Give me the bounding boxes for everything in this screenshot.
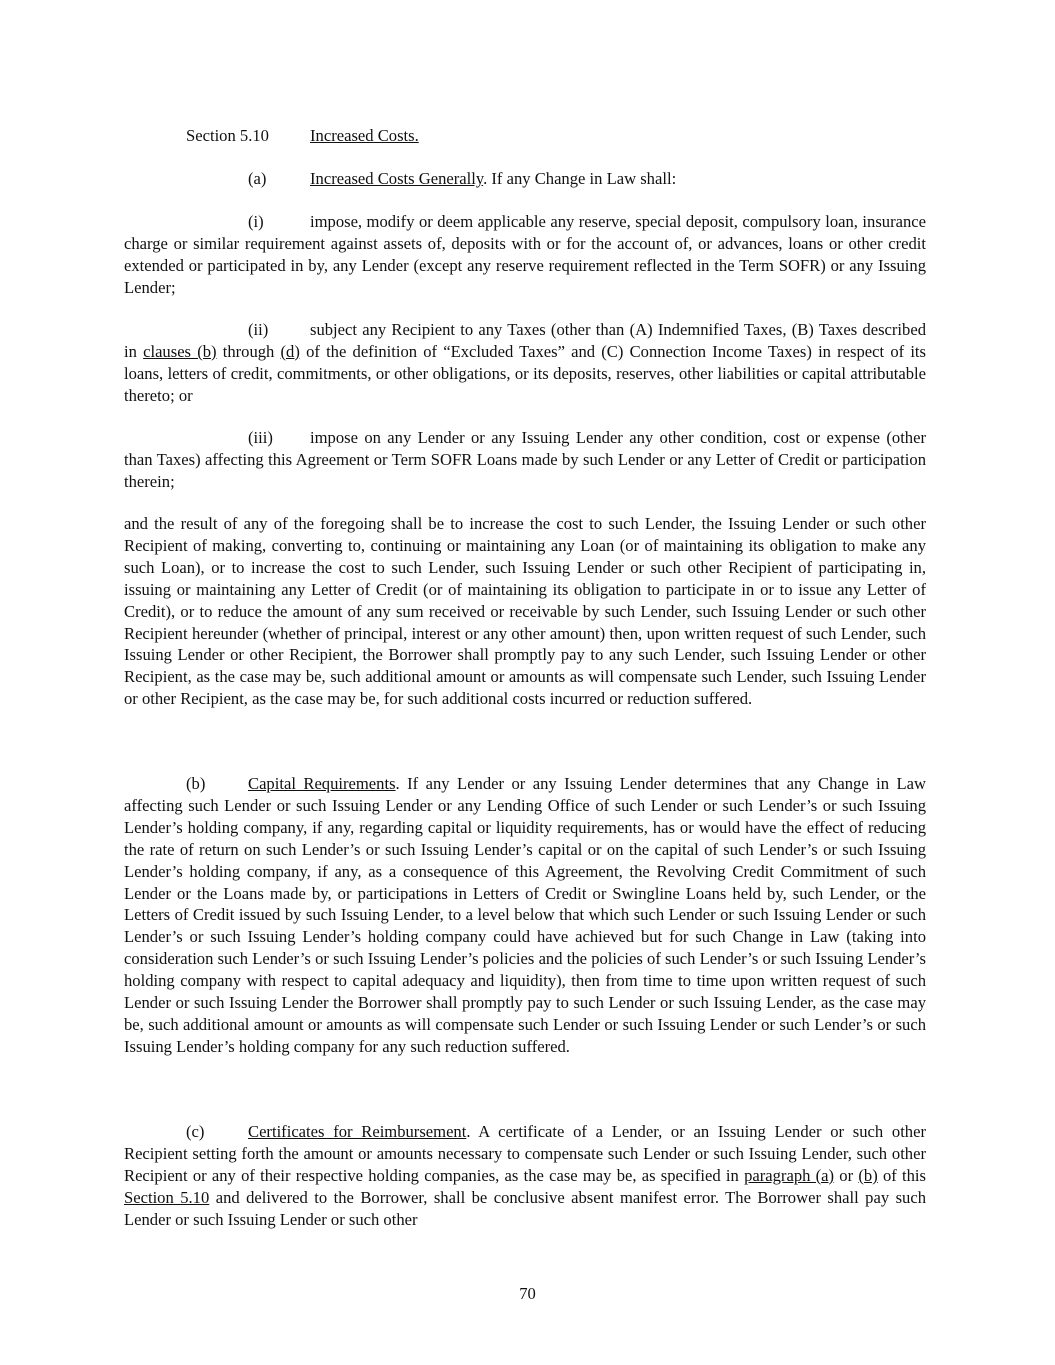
clause-iii — [124, 427, 926, 493]
clause-iii-label: (iii) — [248, 428, 273, 447]
paragraph-a-text: . If any Change in Law shall: — [483, 169, 677, 188]
paragraph-b-label: (b) — [186, 774, 206, 793]
paragraph-b-text: . If any Lender or any Issuing Lender determines that any Change in Law affecting such Lender or such Issuing Lender or any Lending Office of such Lender or such Lender’s or such Issuing Lender’s holding company, if any, regarding capital or liquidity requirements, has or would have the effect of reducing the rate of return on such Lender’s or such Issuing Lender’s capital or on the capital of such Lender’s or such Issuing Lender’s holding company, if any, as a consequence of this Agreement, the Revolving Credit Commitment of such Lender or the Loans made by, or participations in Letters of Credit or Swingline Loans held by, such Lender, or the Letters of Credit issued by such Issuing Lender, to a level below that which such Lender or such Issuing Lender or such Lender’s or such Issuing Lender’s holding company could have achieved but for such Change in Law (taking into consideration such Lender’s or such Issuing Lender’s policies and the policies of such Lender’s or such Issuing Lender’s holding company with respect to capital adequacy and liquidity), then from time to time upon written request of such Lender or such Issuing Lender the Borrower shall promptly pay to such Lender or such Issuing Lender, as the case may be, such additional amount or amounts as will compensate such Lender or such Issuing Lender or such Lender’s or such Issuing Lender’s holding company for any such reduction suffered. — [124, 774, 926, 1056]
paragraph-c-text-3: of this — [877, 1165, 927, 1185]
section-title: Increased Costs. — [310, 126, 419, 145]
clause-ii-text-2: through — [216, 341, 281, 361]
clause-ii-reference-d: (d) — [280, 341, 300, 361]
clause-ii-label: (ii) — [248, 320, 269, 339]
paragraph-a-heading — [248, 168, 676, 190]
paragraph-c-label: (c) — [186, 1122, 205, 1141]
paragraph-c-text-1: . A certificate of a Lender, or an Issuing Lender or such other Recipient setting forth the amount or amounts necessary to compensate such Lender or such Issuing Lender, such other Recipient or any of their respective holding companies, as the case may be, as specified in — [124, 1122, 926, 1185]
clause-i-text: impose, modify or deem applicable any reserve, special deposit, compulsory loan, insurance charge or similar requirement against assets of, deposits with or for the account of, or advances, loans or other credit extended or participated in by, any Lender (except any reserve requirement reflected in the Term SOFR) or any Issuing Lender; — [124, 212, 926, 297]
clause-ii-reference-clauses-b: clauses (b) — [143, 341, 217, 361]
result-paragraph: and the result of any of the foregoing shall be to increase the cost to such Lender, the Issuing Lender or such other Recipient of making, converting to, continuing or maintaining any Loan (or of maintaining its obligation to make any such Loan), or to increase the cost to such Lender, such Issuing Lender or such other Recipient of participating in, issuing or maintaining any Letter of Credit (or of maintaining its obligation to participate in or to issue any Letter of Credit), or to reduce the amount of any sum received or receivable by such Lender, such Issuing Lender or such other Recipient hereunder (whether of principal, interest or any other amount) then, upon written request of such Lender, such Issuing Lender or other Recipient, the Borrower shall promptly pay to any such Lender, such Issuing Lender or other Recipient, as the case may be, such additional amount or amounts as will compensate such Lender, such Issuing Lender or other Recipient, as the case may be, for such additional costs incurred or reduction suffered. — [124, 514, 926, 709]
section-heading — [186, 125, 419, 147]
paragraph-c — [124, 1121, 926, 1231]
page-number: 70 — [519, 1284, 536, 1303]
paragraph-a-title: Increased Costs Generally — [310, 169, 484, 188]
paragraph-a-label: (a) — [248, 169, 267, 188]
clause-ii-text-1: subject any Recipient to any Taxes (other than (A) Indemnified Taxes, (B) Taxes described in — [124, 320, 926, 361]
paragraph-c-reference-section: Section 5.10 — [124, 1187, 210, 1207]
paragraph-c-text-2: or — [834, 1165, 859, 1185]
section-number: Section 5.10 — [186, 126, 269, 145]
paragraph-b — [124, 773, 926, 1058]
clause-ii — [124, 319, 926, 407]
clause-i-label: (i) — [248, 212, 264, 231]
paragraph-c-reference-b: (b) — [858, 1165, 878, 1185]
clause-i — [124, 211, 926, 299]
paragraph-c-text-4: and delivered to the Borrower, shall be conclusive absent manifest error. The Borrower shall pay such Lender or such Issuing Lender or such other — [124, 1187, 926, 1229]
paragraph-c-reference-a: paragraph (a) — [744, 1165, 835, 1185]
paragraph-b-title: Capital Requirements — [248, 774, 396, 793]
clause-ii-text-3: of the definition of “Excluded Taxes” and (C) Connection Income Taxes) in respect of its loans, letters of credit, commitments, or other obligations, or its deposits, reserves, other liabilities or capital attributable thereto; or — [124, 341, 926, 405]
clause-iii-text: impose on any Lender or any Issuing Lender any other condition, cost or expense (other than Taxes) affecting this Agreement or Term SOFR Loans made by such Lender or any Letter of Credit or participation therein; — [124, 428, 926, 491]
paragraph-c-title: Certificates for Reimbursement — [248, 1122, 467, 1141]
